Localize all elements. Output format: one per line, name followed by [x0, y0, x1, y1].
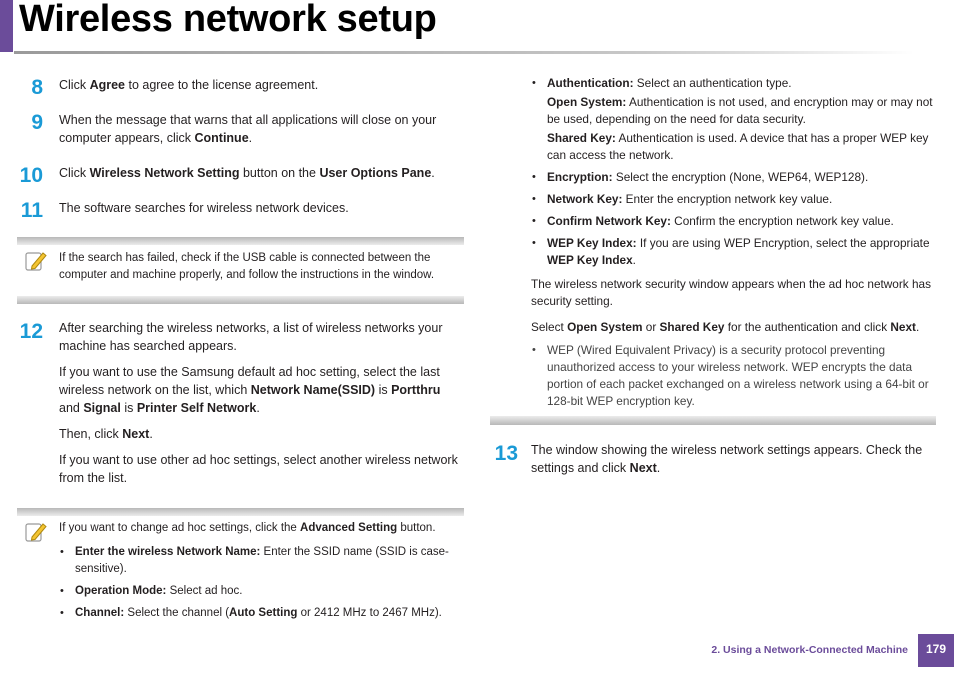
note-box: [17, 508, 464, 633]
paragraph: If you want to change ad hoc settings, click the Advanced Setting button.: [59, 522, 436, 534]
step-text: [59, 319, 464, 487]
step-number: 11: [20, 199, 43, 222]
paragraph: If you want to use other ad hoc settings, select another wireless network from the list.: [59, 453, 458, 485]
note-text: [59, 520, 464, 622]
bullet-list: [531, 75, 936, 269]
sub-item: Shared Key: Authentication is used. A device that has a proper WEP key can access the network.: [547, 131, 929, 162]
list-item: • Enter the wireless Network Name: Enter the SSID name (SSID is case-sensitive).: [60, 546, 449, 575]
step-text: The software searches for wireless network devices.: [59, 201, 349, 215]
list-item: • Channel: Select the channel (Auto Setting or 2412 MHz to 2467 MHz).: [60, 607, 442, 619]
auth-settings: [531, 75, 936, 410]
paragraph: The wireless network security window appears when the ad hoc network has security setting.: [531, 277, 931, 308]
step-number: 9: [31, 111, 43, 134]
note-pencil-icon: [25, 521, 49, 543]
list-item: • Operation Mode: Select ad hoc.: [60, 585, 243, 597]
bullet-list: [531, 342, 936, 410]
list-item: • WEP Key Index: If you are using WEP Encryption, select the appropriate WEP Key Index.: [532, 236, 930, 267]
title-rule: [14, 51, 914, 54]
footer-section-title: 2. Using a Network-Connected Machine: [711, 644, 908, 656]
sub-item: Open System: Authentication is not used, and encryption may or may not be used, depending on the need for data security.: [547, 95, 933, 126]
paragraph: Select Open System or Shared Key for the authentication and click Next.: [531, 320, 920, 334]
note-text: If the search has failed, check if the USB cable is connected between the computer and machine properly, and follow the instructions in the window.: [59, 252, 435, 281]
step-number: 10: [19, 164, 43, 187]
list-item: • Confirm Network Key: Confirm the encryption network key value.: [532, 214, 894, 228]
paragraph: After searching the wireless networks, a list of wireless networks your machine has searched appears.: [59, 321, 443, 353]
divider: [490, 416, 936, 425]
list-item: • Network Key: Enter the encryption network key value.: [532, 192, 833, 206]
note-box: [17, 237, 464, 304]
step-text: Click Agree to agree to the license agreement.: [59, 78, 319, 92]
paragraph: Then, click Next.: [59, 427, 153, 441]
title-accent-bar: [0, 0, 13, 52]
list-item: • Encryption: Select the encryption (None, WEP64, WEP128).: [532, 170, 869, 184]
bullet-list: [59, 544, 464, 622]
step-text: Click Wireless Network Setting button on the User Options Pane.: [59, 166, 435, 180]
step-text: When the message that warns that all applications will close on your computer appears, click Continue.: [59, 113, 437, 145]
step-number: 12: [19, 320, 43, 343]
page-number: 179: [918, 634, 954, 667]
paragraph: If you want to use the Samsung default ad hoc setting, select the last wireless network on the list, which Network Name(SSID) is Portthru and Signal is Printer Self Network.: [59, 365, 441, 415]
list-item: • WEP (Wired Equivalent Privacy) is a security protocol preventing unauthorized access to your wireless network. WEP encrypts the data portion of each packet exchanged on a wireless network using a 64-bit or 128-bit WEP encryption key.: [532, 343, 929, 408]
step-number: 8: [31, 76, 43, 99]
step-text: The window showing the wireless network settings appears. Check the settings and click Next.: [531, 443, 923, 475]
step-number: 13: [494, 442, 518, 465]
page-title: Wireless network setup: [19, 0, 437, 40]
note-pencil-icon: [25, 250, 49, 272]
list-item: • Authentication: Select an authentication type. Open System: Authentication is not used, and encryption may or may not be used, depending on the need for data security. Shared Key: Authentication is used. A device that has a proper WEP key can access the network.: [531, 75, 936, 164]
